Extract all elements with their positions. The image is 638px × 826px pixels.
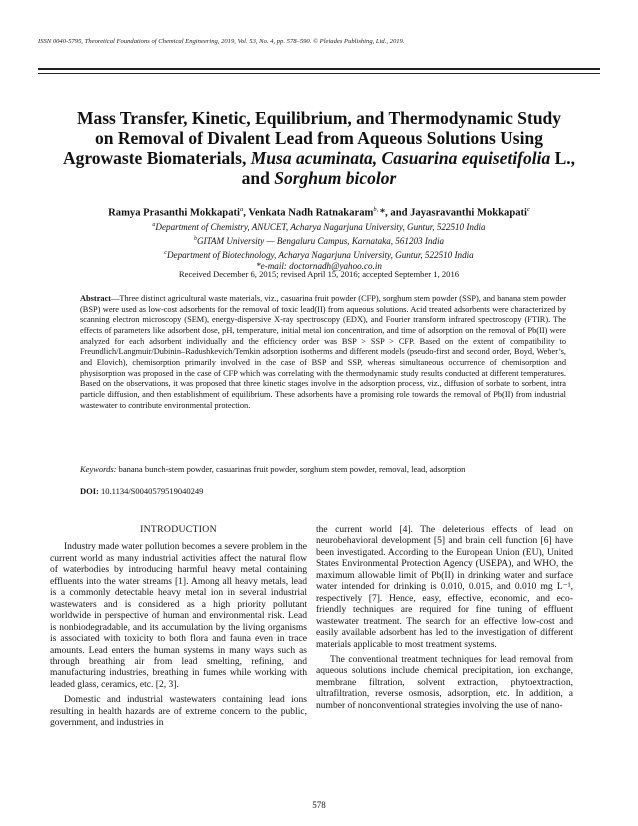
corresponding-email: *e-mail: doctornadh@yahoo.co.in: [256, 261, 382, 272]
author-1-affil: a: [239, 206, 244, 213]
title-line-2: on Removal of Divalent Lead from Aqueous Solutions Using: [95, 128, 543, 148]
title-line-4: [38, 168, 600, 188]
affiliation-a-mark: a: [152, 222, 156, 228]
header-rule-thick: [38, 68, 600, 70]
title-line-1: Mass Transfer, Kinetic, Equilibrium, and Thermodynamic Study: [76, 108, 562, 128]
doi: [80, 486, 566, 496]
affiliation-c-text: Department of Biotechnology, Acharya Nagarjuna University, Guntur, 522510 India: [166, 249, 474, 260]
title-line-4-a: and: [241, 168, 275, 188]
title-line-3: [38, 148, 600, 168]
title-species-1: Musa acuminata, Casuarina equisetifolia: [250, 148, 551, 168]
abstract: [80, 294, 566, 411]
intro-paragraph-2: Domestic and industrial wastewaters containing lead ions resulting in health hazards are of extreme concern to the public, government, and industries in: [50, 694, 307, 729]
affiliation-a: [38, 220, 600, 234]
abstract-text: —Three distinct agricultural waste materials, viz., casuarina fruit powder (CFP), sorghum stem powder (SSP), and banana stem powder (BSP) were used as low-cost adsorbents for the removal of toxic lead(II) from aqueous solutions. Acid treated adsorbents were characterized by scanning electron microscopy (SEM), energy-dispersive X-ray spectroscopy (EDX), and Fourier transform infrared spectroscopy (FTIR). The effects of parameters like adsorbent dose, pH, temperature, initial metal ion concentration, and time of adsorption on the removal of Pb(II) were analyzed for each adsorbent individually and the efficiency order was BSP > SSP > CFP. Based on the extent of compatibility to Freundlich/Langmuir/Dubinin–Radushkevich/Temkin adsorption isotherms and different models (pseudo-first and second order, Boyd, Weber’s, and Elovich), chemisorption primarily involved in the case of BSP and SSP, whereas simultaneous occurrence of chemisorption and physisorption was proposed in the case of CFP which was correlating with the thermodynamic study results conducted at different temperatures. Based on the observations, it was proposed that three kinetic stages involve in the adsorption process, viz., diffusion of sorbate to sorbent, intra particle diffusion, and then establishment of equilibrium. These adsorbents have a promising role towards the removal of Pb(II) from industrial wastewater to contribute environmental protection.: [80, 294, 566, 410]
paper-title: [38, 108, 600, 188]
received-dates: Received December 6, 2015; revised April 15, 2016; accepted September 1, 2016: [178, 269, 460, 279]
title-line-3-c: L.,: [550, 148, 576, 168]
intro-paragraph-2-continued: the current world [4]. The deleterious effects of lead on neurobehavioral development [5] and brain cell function [6] have been investigated. According to the European Union (EU), United States Environmental Protection Agency (USEPA), and WHO, the maximum allowable limit of Pb(II) in drinking water and surface water intended for drinking is 0.010, 0.015, and 0.010 mg L⁻¹, respectively [7]. Hence, easy, effective, economic, and eco-friendly techniques are required for fine tuning of effluent wastewater treatment. The search for an effective low-cost and easily available adsorbent has led to the investigation of different materials applicable to most treatment systems.: [316, 524, 573, 650]
doi-text: 10.1134/S0040579519040249: [98, 486, 204, 496]
keywords-text: banana bunch-stem powder, casuarinas fruit powder, sorghum stem powder, removal, lead, adsorption: [116, 464, 466, 474]
intro-paragraph-3: The conventional treatment techniques for lead removal from aqueous solutions include chemical precipitation, ion exchange, membrane filtration, solvent extraction, phytoextraction, ultrafiltration, reverse osmosis, adsorption, etc. In addition, a number of nonconventional strategies involving the use of nano-: [316, 653, 573, 711]
title-line-3-a: Agrowaste Biomaterials,: [62, 148, 251, 168]
keywords: [80, 464, 566, 475]
author-3-affil: c: [526, 206, 530, 213]
affiliations: [38, 220, 600, 273]
intro-paragraph-1: Industry made water pollution becomes a severe problem in the current world as many industrial activities affect the natural flow of waterbodies by introducing harmful heavy metal containing effluents into the water streams [1]. Among all heavy metals, lead is a commonly detectable heavy metal ion in several industrial wastewaters and is considered as a high priority pollutant worldwide in perspective of human and environmental risk. Lead is nonbiodegradable, and its accumulation by the living organisms is associated with toxicity to both flora and fauna even in trace amounts. Lead enters the human systems in many ways such as through breathing air from lead smelting, refining, and manufacturing industries, breathing in fumes while working with leaded glass, ceramics, etc. [2, 3].: [50, 541, 307, 690]
title-species-2: Sorghum bicolor: [274, 168, 397, 188]
author-list: [38, 206, 600, 219]
page-number: 578: [312, 800, 326, 810]
author-1: Ramya Prasanthi Mokkapati: [108, 207, 240, 219]
author-2-affil: b,: [373, 206, 380, 213]
affiliation-a-text: Department of Chemistry, ANUCET, Acharya Nagarjuna University, Guntur, 522510 India: [155, 222, 486, 233]
journal-header: ISSN 0040-5795, Theoretical Foundations of Chemical Engineering, 2019, Vol. 53, No. 4, pp. 578–590. © Pleiades Publishing, Ltd., 2019.: [38, 38, 405, 45]
affiliation-b: [38, 234, 600, 248]
affiliation-b-mark: b: [193, 235, 197, 242]
doi-label: DOI:: [80, 486, 99, 496]
affiliation-c-mark: c: [164, 249, 167, 256]
affiliation-b-text: GITAM University — Bengaluru Campus, Karnataka, 561203 India: [196, 235, 445, 246]
author-3: , and Jayasravanthi Mokkapati: [385, 207, 527, 219]
header-rule-thin: [38, 73, 600, 74]
section-heading-introduction: INTRODUCTION: [140, 524, 217, 535]
body-column-left: [50, 524, 307, 729]
author-2: , Venkata Nadh Ratnakaram: [243, 207, 374, 219]
body-column-right: [316, 524, 573, 711]
affiliation-c: [38, 248, 600, 262]
keywords-label: Keywords:: [80, 464, 117, 474]
corresponding-star: *: [379, 207, 386, 219]
abstract-label: Abstract: [80, 294, 112, 303]
